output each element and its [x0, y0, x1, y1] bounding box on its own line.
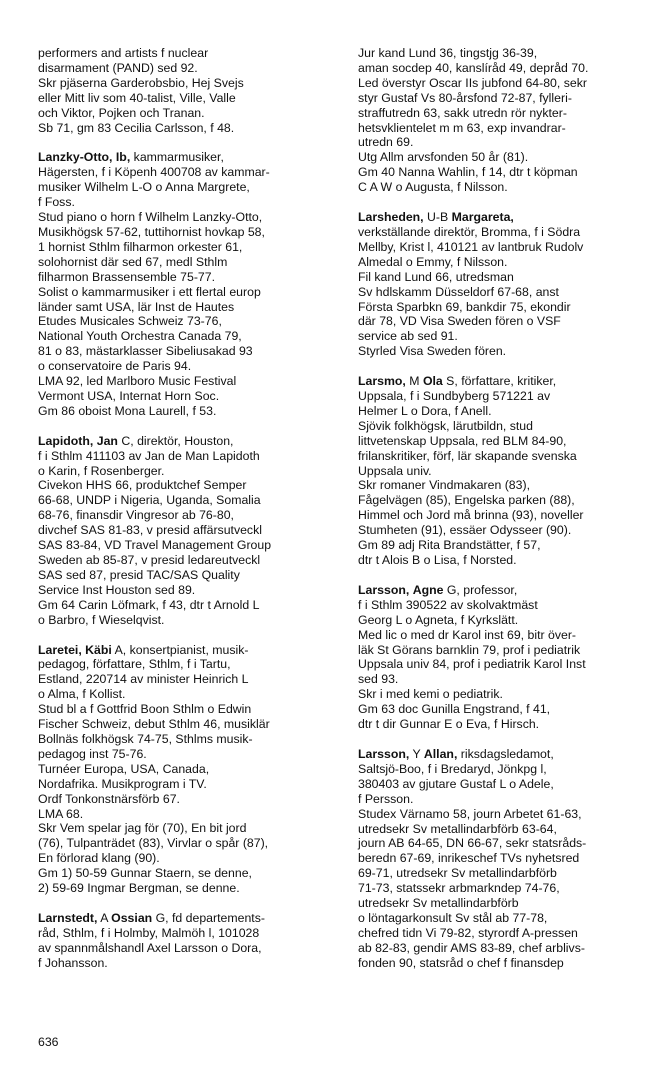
given-name: Jan: [96, 433, 118, 448]
surname: Larsson,: [358, 746, 410, 761]
entry-line: 68-76, finansdir Vingresor ab 76-80,: [38, 508, 234, 523]
surname: Larsson,: [358, 582, 410, 597]
entry-line: o Karin, f Rosenberger.: [38, 463, 165, 478]
entry-line: 71-73, statssekr arbmarkndep 74-76,: [358, 881, 560, 896]
entry-line: Etudes Musicales Schweiz 73-76,: [38, 314, 222, 329]
entry-line: Skr i med kemi o pediatrik.: [358, 687, 503, 702]
entry-line: råd, Sthlm, f i Holmby, Malmöh l, 101028: [38, 925, 260, 940]
entry-line: Estland, 220714 av minister Heinrich L: [38, 672, 249, 687]
entry-line: hetsvklientelet m m 63, exp invandrar-: [358, 120, 566, 135]
entry-line: beredn 67-69, inrikeschef TVs nyhetsred: [358, 851, 580, 866]
entry-line: Turnéer Europa, USA, Canada,: [38, 761, 210, 776]
entry-line: och Viktor, Pojken och Tranan.: [38, 105, 205, 120]
entry-line: o Alma, f Kollist.: [38, 687, 126, 702]
given-name: Allan,: [423, 746, 458, 761]
left-column: [38, 46, 308, 986]
entry-line: pedagog inst 75-76.: [38, 746, 147, 761]
entry-line: Almedal o Emmy, f Nilsson.: [358, 254, 508, 269]
heading-rest: A, konsertpianist, musik-: [111, 642, 249, 657]
entry-heading: [38, 911, 308, 926]
entry-line: LMA 92, led Marlboro Music Festival: [38, 374, 237, 389]
entry-line: Georg L o Agneta, f Kyrkslätt.: [358, 612, 519, 627]
heading-rest: G, fd departements-: [152, 910, 265, 925]
entry: [38, 46, 308, 135]
right-column: [358, 46, 628, 986]
entry-line: SAS sed 87, presid TAC/SAS Quality: [38, 567, 240, 582]
entry-line: Utg Allm arvsfonden 50 år (81).: [358, 150, 529, 165]
entry-line: f i Sthlm 411103 av Jan de Man Lapidoth: [38, 448, 260, 463]
surname: Larsheden,: [358, 210, 424, 225]
entry-line: av spannmålshandl Axel Larsson o Dora,: [38, 940, 262, 955]
entry-line: Gm 89 adj Rita Brandstätter, f 57,: [358, 538, 541, 553]
entry-line: utredsekr Sv metallindarbförb 63-64,: [358, 821, 557, 836]
surname: Larsmo,: [358, 374, 406, 389]
entry: [38, 150, 308, 418]
entry-line: Gm 63 doc Gunilla Engstrand, f 41,: [358, 702, 551, 717]
entry-line: Uppsala, f i Sundbyberg 571221 av: [358, 389, 551, 404]
entry-line: Fil kand Lund 66, utredsman: [358, 269, 514, 284]
heading-rest: G, professor,: [443, 582, 518, 597]
entry-line: National Youth Orchestra Canada 79,: [38, 329, 242, 344]
given-name: Agne: [412, 582, 444, 597]
surname: Lanzky-Otto,: [38, 150, 113, 165]
entry-line: Helmer L o Dora, f Anell.: [358, 403, 492, 418]
entry-line: Uppsala univ.: [358, 463, 432, 478]
entry-line: service ab sed 91.: [358, 329, 458, 344]
entry-line: Skr romaner Vindmakaren (83),: [358, 478, 531, 493]
entry-line: 380403 av gjutare Gustaf L o Adele,: [358, 776, 554, 791]
entry-line: utredsekr Sv metallindarbförb: [358, 896, 519, 911]
given-name: Käbi: [85, 642, 112, 657]
heading-rest: S, författare, kritiker,: [442, 374, 557, 389]
entry-line: utredn 69.: [358, 135, 414, 150]
heading-rest: kammarmusiker,: [130, 150, 224, 165]
entry-line: ab 82-83, gendir AMS 83-89, chef arblivs-: [358, 940, 585, 955]
entry-line: Med lic o med dr Karol inst 69, bitr över-: [358, 627, 577, 642]
entry-line: Sb 71, gm 83 Cecilia Carlsson, f 48.: [38, 120, 235, 135]
entry-line: Musikhögsk 57-62, tuttihornist hovkap 58,: [38, 224, 265, 239]
surname: Larnstedt,: [38, 910, 98, 925]
entry-line: 1 hornist Sthlm filharmon orkester 61,: [38, 239, 243, 254]
entry-line: frilanskritiker, förf, lär skapande svenska: [358, 448, 577, 463]
given-name: Ola: [422, 374, 443, 389]
entry-line: f i Sthlm 390522 av skolvaktmäst: [358, 597, 538, 612]
entry-line: Sv hdlskamm Düsseldorf 67-68, anst: [358, 284, 559, 299]
entry-line: Sjövik folkhögsk, lärutbildn, stud: [358, 418, 533, 433]
entry-line: f Foss.: [38, 195, 75, 210]
entry-line: En förlorad klang (90).: [38, 851, 160, 866]
entry-heading: [38, 643, 308, 658]
entry-line: Gm 1) 50-59 Gunnar Staern, se denne,: [38, 866, 252, 881]
entry-line: länder samt USA, lär Inst de Hautes: [38, 299, 235, 314]
entry-line: Styrled Visa Sweden fören.: [358, 344, 507, 359]
entry-line: Skr Vem spelar jag för (70), En bit jord: [38, 821, 247, 836]
given-name: Margareta,: [451, 210, 514, 225]
entry: [38, 434, 308, 628]
entry-line: f Johansson.: [38, 955, 108, 970]
entry-line: styr Gustaf Vs 80-årsfond 72-87, fylleri-: [358, 90, 572, 105]
entry-line: Nordafrika. Musikprogram i TV.: [38, 776, 207, 791]
entry-line: filharmon Brassensemble 75-77.: [38, 269, 216, 284]
entry-line: chefred tidn Vi 79-82, styrordf A-pressen: [358, 925, 578, 940]
entry: [358, 210, 628, 359]
entry: [38, 911, 308, 971]
entry-line: journ AB 64-65, DN 66-67, sekr statsråds-: [358, 836, 587, 851]
entry-line: fonden 90, statsråd o chef f finansdep: [358, 955, 564, 970]
given-prefix: A: [100, 910, 112, 925]
entry-line: o Barbro, f Wieselqvist.: [38, 612, 165, 627]
entry-line: Mellby, Krist l, 410121 av lantbruk Rudolv: [358, 239, 584, 254]
entry-line: Första Sparbkn 69, bankdir 75, ekondir: [358, 299, 571, 314]
entry-line: disarmament (PAND) sed 92.: [38, 60, 198, 75]
entry-heading: [358, 583, 628, 598]
entry-line: C A W o Augusta, f Nilsson.: [358, 180, 508, 195]
entry-line: (76), Tulpanträdet (83), Virvlar o spår (87),: [38, 836, 269, 851]
heading-rest: riksdagsledamot,: [457, 746, 554, 761]
entry-line: läk St Görans barnklin 79, prof i pediatrik: [358, 642, 581, 657]
entry-line: 69-71, utredsekr Sv metallindarbförb: [358, 866, 557, 881]
entry-line: solohornist där sed 67, medl Sthlm: [38, 254, 228, 269]
entry-line: Bollnäs folkhögsk 74-75, Sthlms musik-: [38, 731, 253, 746]
entry-heading: [38, 150, 308, 165]
entry-line: Civekon HHS 66, produktchef Semper: [38, 478, 247, 493]
entry-line: Stud bl a f Gottfrid Boon Sthlm o Edwin: [38, 702, 252, 717]
entry-line: Solist o kammarmusiker i ett flertal europ: [38, 284, 261, 299]
entry-line: där 78, VD Visa Sweden fören o VSF: [358, 314, 561, 329]
entry-line: Ordf Tonkonstnärsförb 67.: [38, 791, 180, 806]
entry-heading: [358, 210, 628, 225]
entry: [358, 747, 628, 971]
entry-line: o löntagarkonsult Sv stål ab 77-78,: [358, 910, 548, 925]
entry: [358, 46, 628, 195]
entry-line: Gm 86 oboist Mona Laurell, f 53.: [38, 403, 217, 418]
given-prefix: Y: [412, 746, 424, 761]
surname: Lapidoth,: [38, 433, 94, 448]
entry-line: straffutredn 63, sakk utredn rör nykter-: [358, 105, 567, 120]
entry-line: Saltsjö-Boo, f i Bredaryd, Jönkpg l,: [358, 761, 547, 776]
heading-rest: C, direktör, Houston,: [117, 433, 234, 448]
entry-line: dtr t Alois B o Lisa, f Norsted.: [358, 553, 517, 567]
entry-line: Fischer Schweiz, debut Sthlm 46, musiklär: [38, 717, 270, 732]
given-prefix: M: [409, 374, 423, 389]
given-name: Ossian: [111, 910, 153, 925]
entry-line: verkställande direktör, Bromma, f i Södra: [358, 224, 581, 239]
entry-line: f Persson.: [358, 791, 414, 806]
entry-line: Himmel och Jord må brinna (93), noveller: [358, 508, 584, 523]
entry-line: pedagog, författare, Sthlm, f i Tartu,: [38, 657, 231, 672]
entry-line: Stumheten (91), essäer Odysseer (90).: [358, 523, 572, 538]
entry-line: eller Mitt liv som 40-talist, Ville, Valle: [38, 90, 236, 105]
entry-line: 81 o 83, mästarklasser Sibeliusakad 93: [38, 344, 253, 359]
entry: [358, 374, 628, 568]
entry-line: LMA 68.: [38, 806, 84, 821]
entry: [358, 583, 628, 732]
entry-line: Service Inst Houston sed 89.: [38, 582, 196, 597]
surname: Laretei,: [38, 642, 82, 657]
entry-line: Stud piano o horn f Wilhelm Lanzky-Otto,: [38, 210, 263, 225]
entry-line: SAS 83-84, VD Travel Management Group: [38, 538, 272, 553]
given-name: Ib,: [115, 150, 131, 165]
page-number: 636: [38, 1035, 59, 1049]
entry-line: Skr pjäserna Garderobsbio, Hej Svejs: [38, 75, 244, 90]
entry-line: o conservatoire de Paris 94.: [38, 359, 192, 374]
entry-line: Uppsala univ 84, prof i pediatrik Karol Inst: [358, 657, 586, 672]
entry-line: Gm 64 Carin Löfmark, f 43, dtr t Arnold L: [38, 597, 260, 612]
entry-line: Jur kand Lund 36, tingstjg 36-39,: [358, 46, 538, 60]
entry-heading: [358, 374, 628, 389]
given-prefix: U-B: [427, 210, 452, 225]
entry-line: sed 93.: [358, 672, 399, 687]
entry-line: aman socdep 40, kanslíråd 49, depråd 70.: [358, 60, 589, 75]
entry-heading: [38, 434, 308, 449]
entry-line: musiker Wilhelm L-O o Anna Margrete,: [38, 180, 250, 195]
entry-line: Vermont USA, Internat Horn Soc.: [38, 388, 220, 403]
entry-line: 2) 59-69 Ingmar Bergman, se denne.: [38, 881, 240, 896]
entry-line: Hägersten, f i Köpenh 400708 av kammar-: [38, 165, 270, 180]
entry-line: Led överstyr Oscar IIs jubfond 64-80, sekr: [358, 75, 587, 90]
entry-line: Fågelvägen (85), Engelska parken (88),: [358, 493, 575, 508]
entry-line: Studex Värnamo 58, journ Arbetet 61-63,: [358, 806, 582, 821]
entry: [38, 643, 308, 896]
entry-line: littvetenskap Uppsala, red BLM 84-90,: [358, 433, 567, 448]
entry-line: divchef SAS 81-83, v presid affärsutveckl: [38, 523, 262, 538]
entry-line: performers and artists f nuclear: [38, 46, 209, 60]
entry-line: Sweden ab 85-87, v presid ledareutveckl: [38, 553, 261, 567]
entry-heading: [358, 747, 628, 762]
entry-line: dtr t dir Gunnar E o Eva, f Hirsch.: [358, 717, 540, 732]
entry-line: 66-68, UNDP i Nigeria, Uganda, Somalia: [38, 493, 261, 508]
entry-line: Gm 40 Nanna Wahlin, f 14, dtr t köpman: [358, 165, 578, 180]
